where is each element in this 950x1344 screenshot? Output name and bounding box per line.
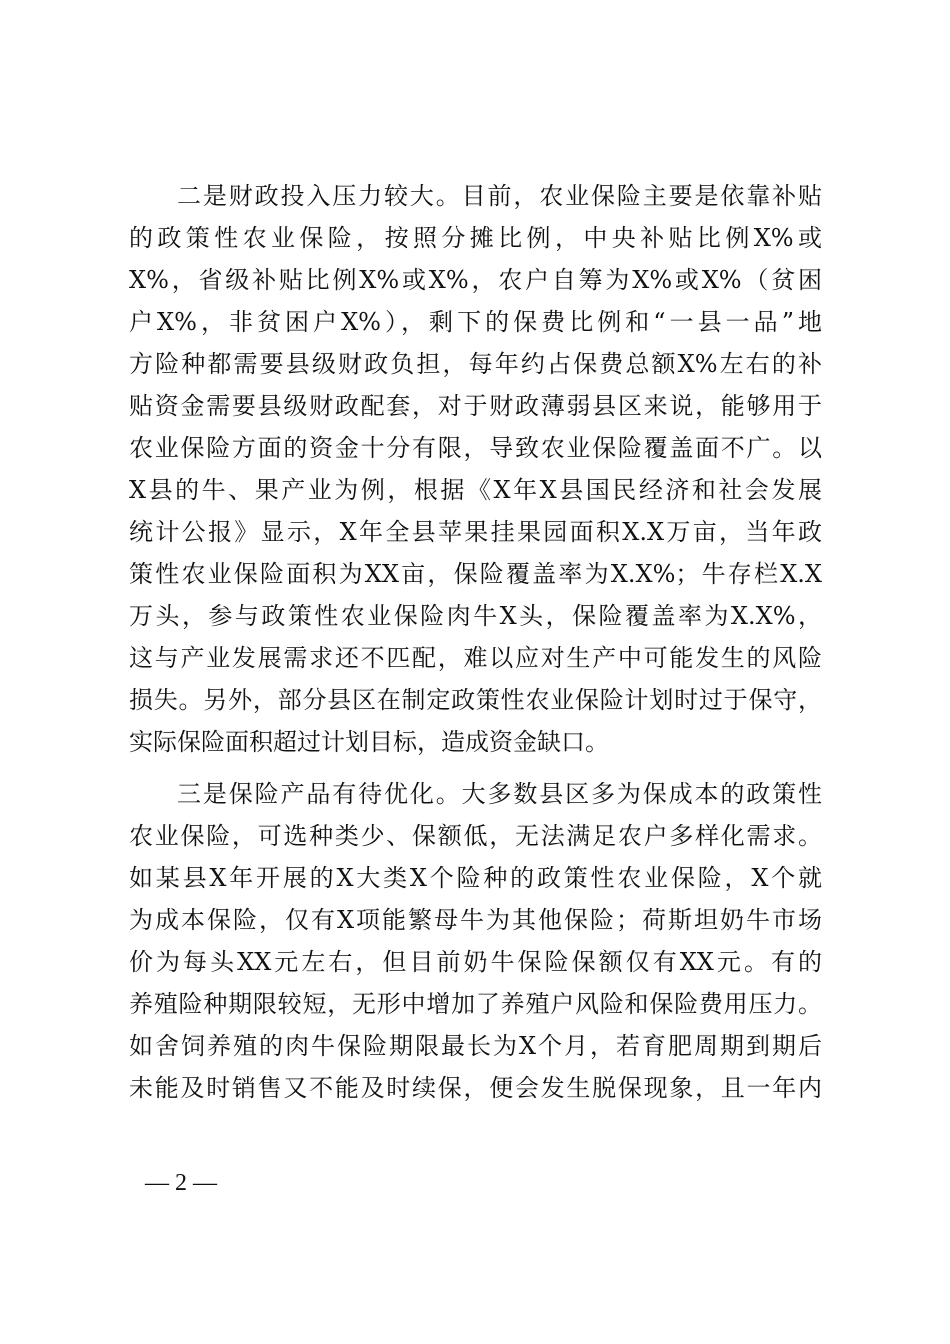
text-line: 的政策性农业保险，按照分摊比例，中央补贴比例X%或 [129, 224, 822, 252]
text-line: 方险种都需要县级财政负担，每年约占保费总额X%左右的补 [129, 350, 822, 378]
text-line: 如舍饲养殖的肉牛保险期限最长为X个月，若育肥周期到期后 [129, 1032, 822, 1060]
paragraph-product-optimization [129, 773, 822, 1109]
text-line: 价为每头XX元左右，但目前奶牛保险保额仅有XX元。有的 [129, 948, 822, 976]
text-line: 农业保险，可选种类少、保额低，无法满足农户多样化需求。 [129, 822, 822, 850]
text-line: 二是财政投入压力较大。目前，农业保险主要是依靠补贴 [177, 182, 822, 210]
text-line: 农业保险方面的资金十分有限，导致农业保险覆盖面不广。以 [129, 434, 822, 462]
text-line: 实际保险面积超过计划目标，造成资金缺口。 [129, 728, 609, 756]
text-line: 万头，参与政策性农业保险肉牛X头，保险覆盖率为X.X%， [129, 602, 822, 630]
paragraph-gap [129, 763, 822, 773]
text-line: 统计公报》显示，X年全县苹果挂果园面积X.X万亩，当年政 [129, 518, 822, 546]
text-line: 养殖险种期限较短，无形中增加了养殖户风险和保险费用压力。 [129, 990, 822, 1018]
body-text [129, 175, 822, 1109]
text-line: 这与产业发展需求还不匹配，难以应对生产中可能发生的风险 [129, 644, 822, 672]
text-line: 如某县X年开展的X大类X个险种的政策性农业保险，X个就 [129, 864, 822, 892]
text-line: 策性农业保险面积为XX亩，保险覆盖率为X.X%；牛存栏X.X [129, 560, 822, 588]
paragraph-fiscal-pressure [129, 175, 822, 763]
text-line: 户X%，非贫困户X%），剩下的保费比例和“一县一品”地 [129, 308, 822, 336]
text-line: 三是保险产品有待优化。大多数县区多为保成本的政策性 [177, 780, 822, 808]
page-number: — 2 — [145, 1170, 217, 1196]
text-line: 贴资金需要县级财政配套，对于财政薄弱县区来说，能够用于 [129, 392, 822, 420]
text-line: 为成本保险，仅有X项能繁母牛为其他保险；荷斯坦奶牛市场 [129, 906, 822, 934]
text-line: 未能及时销售又不能及时续保，便会发生脱保现象，且一年内 [129, 1074, 822, 1102]
text-line: X县的牛、果产业为例，根据《X年X县国民经济和社会发展 [129, 476, 822, 504]
text-line: 损失。另外，部分县区在制定政策性农业保险计划时过于保守， [129, 686, 822, 714]
text-line: X%，省级补贴比例X%或X%，农户自筹为X%或X%（贫困 [129, 266, 822, 294]
